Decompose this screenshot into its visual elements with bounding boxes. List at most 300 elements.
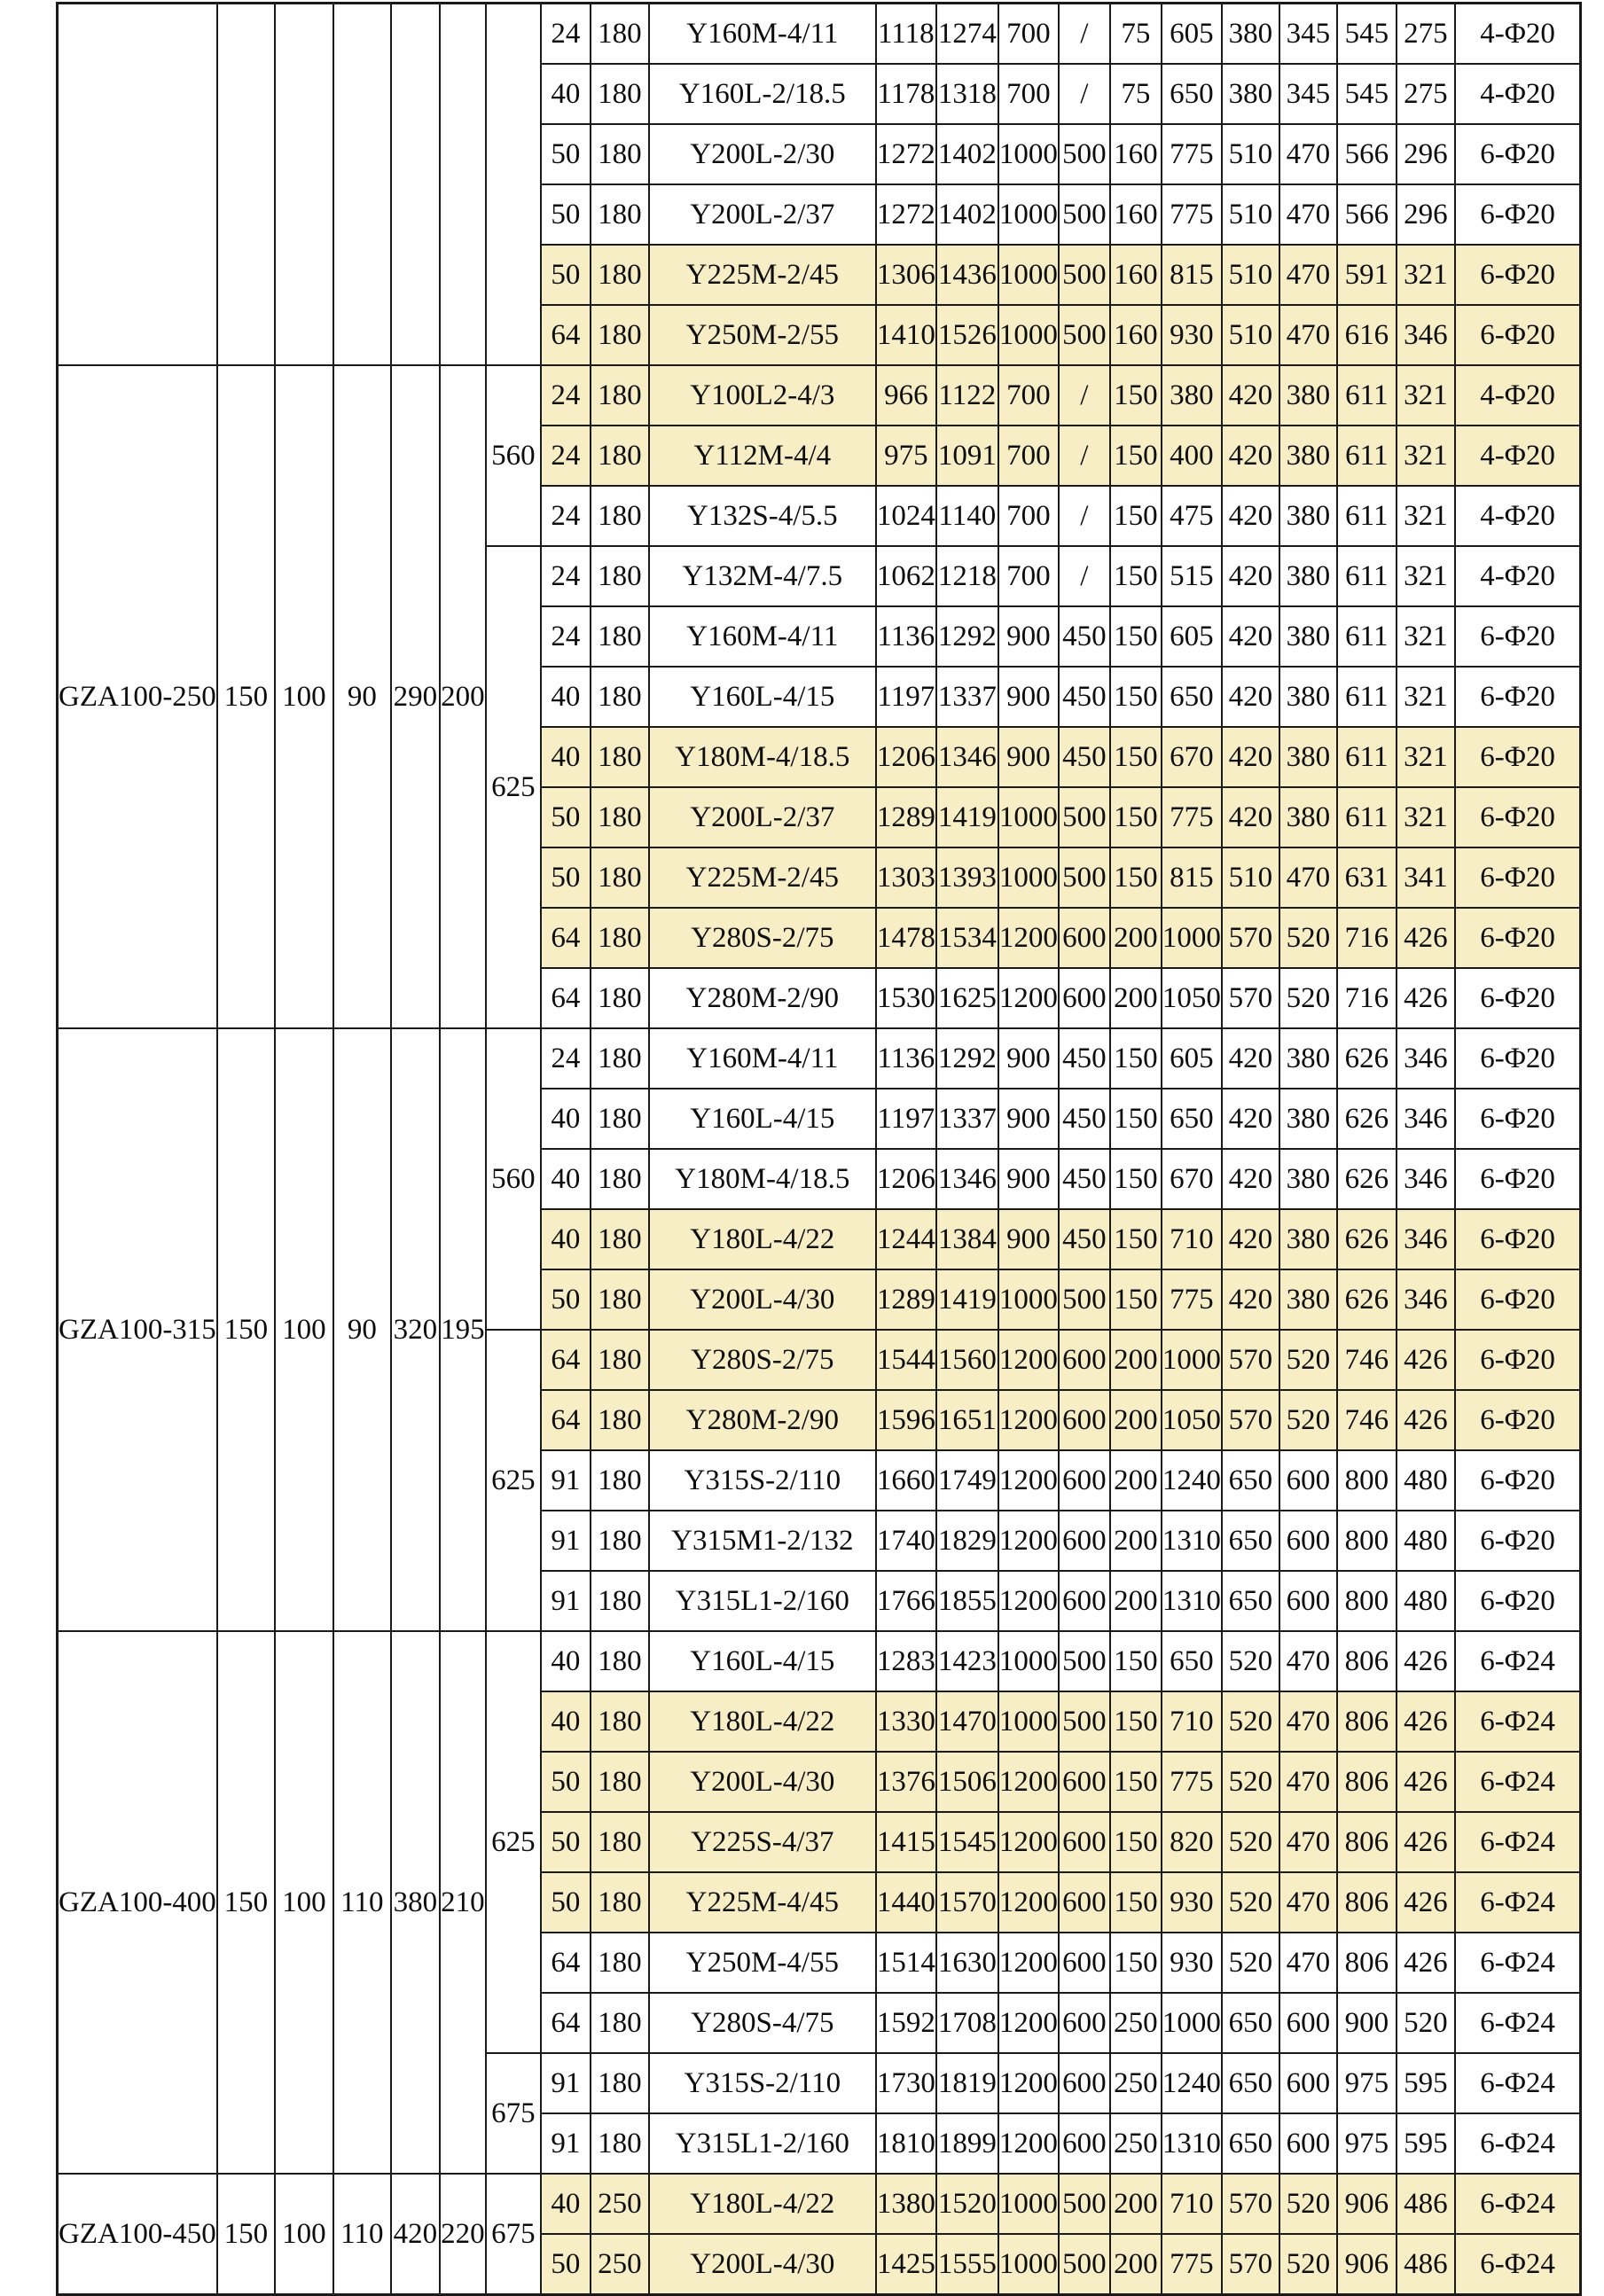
value-cell: 200 [1110,1511,1162,1571]
value-cell: 1000 [998,1631,1059,1691]
bolt-spec-cell: 6-Φ20 [1455,727,1581,787]
value-cell: 591 [1337,245,1397,305]
value-cell: 775 [1162,124,1222,184]
value-cell: 420 [1222,787,1279,847]
head-cell: 180 [591,365,649,426]
value-cell: 500 [1059,2234,1110,2295]
value-cell: 470 [1279,1933,1337,1993]
value-cell: 611 [1337,727,1397,787]
value-cell: 380 [1279,667,1337,727]
flow-cell: 91 [541,1511,591,1571]
value-cell: 600 [1279,1450,1337,1511]
value-cell: 966 [876,365,936,426]
value-cell: 1091 [936,426,998,486]
value-cell: 520 [1279,1390,1337,1450]
motor-model-cell: Y315M1-2/132 [649,1511,876,1571]
value-cell: 746 [1337,1390,1397,1450]
value-cell: 520 [1222,1933,1279,1993]
value-cell: 380 [1279,426,1337,486]
value-cell: 426 [1397,1933,1455,1993]
head-cell: 180 [591,1028,649,1089]
value-cell: 650 [1162,667,1222,727]
value-cell: 1625 [936,968,998,1028]
value-cell: 150 [1110,1872,1162,1933]
value-cell: 700 [998,486,1059,546]
value-cell: 775 [1162,184,1222,245]
table-row [58,2174,1581,2234]
flow-cell: 40 [541,1691,591,1752]
motor-model-cell: Y225M-2/45 [649,245,876,305]
motor-model-cell: Y180L-4/22 [649,1209,876,1269]
bolt-spec-cell: 4-Φ20 [1455,64,1581,124]
value-cell: 600 [1059,1872,1110,1933]
value-cell: 570 [1222,1330,1279,1390]
bolt-spec-cell: 6-Φ20 [1455,1511,1581,1571]
value-cell: 806 [1337,1691,1397,1752]
bolt-spec-cell: 6-Φ20 [1455,1269,1581,1330]
value-cell: 650 [1162,64,1222,124]
value-cell: 1419 [936,787,998,847]
value-cell: 1200 [998,1390,1059,1450]
value-cell: 900 [998,727,1059,787]
value-cell: 906 [1337,2234,1397,2295]
value-cell: 616 [1337,305,1397,365]
value-cell: 420 [1222,546,1279,606]
value-cell: 321 [1397,486,1455,546]
flow-cell: 64 [541,1330,591,1390]
value-cell: / [1059,486,1110,546]
value-cell: 1274 [936,4,998,65]
value-cell: 716 [1337,908,1397,968]
motor-model-cell: Y280S-2/75 [649,908,876,968]
value-cell: 1560 [936,1330,998,1390]
motor-model-cell: Y160L-4/15 [649,1089,876,1149]
value-cell: 670 [1162,727,1222,787]
value-cell: 600 [1279,1511,1337,1571]
value-cell: 250 [1110,2053,1162,2113]
value-cell: 400 [1162,426,1222,486]
value-cell: 906 [1337,2174,1397,2234]
table-row [58,365,1581,426]
value-cell: 650 [1162,1089,1222,1149]
value-cell: 380 [1279,486,1337,546]
value-cell: 595 [1397,2053,1455,2113]
dimension-cell: 90 [333,365,391,1028]
dimension-cell: 320 [391,1028,440,1631]
spec-table-body [58,4,1581,2295]
value-cell: 611 [1337,667,1397,727]
head-cell: 180 [591,2053,649,2113]
value-cell: 1283 [876,1631,936,1691]
value-cell: 520 [1222,1631,1279,1691]
value-cell: 510 [1222,184,1279,245]
value-cell: 250 [1110,2113,1162,2174]
value-cell: 346 [1397,305,1455,365]
value-cell: / [1059,4,1110,65]
head-cell: 180 [591,1209,649,1269]
value-cell: 200 [1110,1330,1162,1390]
value-cell: 600 [1059,968,1110,1028]
head-cell: 180 [591,1872,649,1933]
value-cell: 380 [1279,787,1337,847]
motor-model-cell: Y250M-2/55 [649,305,876,365]
flow-cell: 50 [541,1872,591,1933]
value-cell: 426 [1397,1390,1455,1450]
value-cell: 1122 [936,365,998,426]
value-cell: 1197 [876,1089,936,1149]
value-cell: 626 [1337,1209,1397,1269]
motor-model-cell: Y180L-4/22 [649,2174,876,2234]
table-row [58,1631,1581,1691]
value-cell: 150 [1110,426,1162,486]
flow-cell: 91 [541,1571,591,1631]
bolt-spec-cell: 6-Φ20 [1455,184,1581,245]
value-cell: 700 [998,4,1059,65]
value-cell: 570 [1222,2174,1279,2234]
value-cell: 486 [1397,2174,1455,2234]
value-cell: 1829 [936,1511,998,1571]
speed-cell: 675 [486,2053,541,2174]
value-cell: 775 [1162,1269,1222,1330]
value-cell: 426 [1397,1631,1455,1691]
value-cell: 200 [1110,1390,1162,1450]
dimension-cell: 220 [440,2174,486,2295]
bolt-spec-cell: 6-Φ24 [1455,2234,1581,2295]
value-cell: 426 [1397,1872,1455,1933]
value-cell: 341 [1397,847,1455,908]
value-cell: 426 [1397,908,1455,968]
value-cell: 1592 [876,1993,936,2053]
flow-cell: 40 [541,667,591,727]
value-cell: 605 [1162,606,1222,667]
dimension-cell: 150 [217,365,275,1028]
value-cell: 710 [1162,2174,1222,2234]
value-cell: 380 [1279,546,1337,606]
value-cell: 1708 [936,1993,998,2053]
bolt-spec-cell: 6-Φ20 [1455,1330,1581,1390]
value-cell: 1244 [876,1209,936,1269]
flow-cell: 50 [541,1269,591,1330]
motor-model-cell: Y250M-4/55 [649,1933,876,1993]
value-cell: 975 [1337,2053,1397,2113]
dimension-cell: 150 [217,1631,275,2174]
dimension-cell [275,4,333,366]
value-cell: 611 [1337,365,1397,426]
dimension-cell: 100 [275,1631,333,2174]
bolt-spec-cell: 6-Φ20 [1455,124,1581,184]
value-cell: / [1059,546,1110,606]
value-cell: 450 [1059,1149,1110,1209]
value-cell: 520 [1222,1752,1279,1812]
value-cell: 570 [1222,1390,1279,1450]
value-cell: 275 [1397,4,1455,65]
value-cell: 600 [1059,1450,1110,1511]
value-cell: 600 [1059,1390,1110,1450]
motor-model-cell: Y160M-4/11 [649,4,876,65]
value-cell: 420 [1222,606,1279,667]
motor-model-cell: Y160L-2/18.5 [649,64,876,124]
bolt-spec-cell: 6-Φ24 [1455,1691,1581,1752]
dimension-cell: 150 [217,2174,275,2295]
value-cell: 450 [1059,667,1110,727]
value-cell: 470 [1279,1872,1337,1933]
bolt-spec-cell: 6-Φ20 [1455,1571,1581,1631]
dimension-cell: 100 [275,2174,333,2295]
value-cell: 1062 [876,546,936,606]
value-cell: 566 [1337,124,1397,184]
bolt-spec-cell: 6-Φ24 [1455,1752,1581,1812]
value-cell: 806 [1337,1812,1397,1872]
value-cell: 380 [1279,1209,1337,1269]
value-cell: 1000 [998,184,1059,245]
value-cell: 345 [1279,64,1337,124]
value-cell: 775 [1162,1752,1222,1812]
value-cell: 470 [1279,124,1337,184]
value-cell: 150 [1110,1691,1162,1752]
value-cell: 486 [1397,2234,1455,2295]
flow-cell: 64 [541,1933,591,1993]
motor-model-cell: Y225S-4/37 [649,1812,876,1872]
value-cell: 380 [1279,1089,1337,1149]
bolt-spec-cell: 6-Φ24 [1455,1812,1581,1872]
value-cell: 900 [1337,1993,1397,2053]
value-cell: 321 [1397,546,1455,606]
value-cell: 420 [1222,1089,1279,1149]
value-cell: 800 [1337,1511,1397,1571]
value-cell: 611 [1337,546,1397,606]
value-cell: 1337 [936,1089,998,1149]
bolt-spec-cell: 6-Φ20 [1455,667,1581,727]
value-cell: 420 [1222,1269,1279,1330]
value-cell: 626 [1337,1269,1397,1330]
flow-cell: 64 [541,908,591,968]
value-cell: 600 [1059,1330,1110,1390]
value-cell: 520 [1279,2174,1337,2234]
head-cell: 180 [591,1089,649,1149]
value-cell: 520 [1279,968,1337,1028]
value-cell: 296 [1397,184,1455,245]
value-cell: 1200 [998,2113,1059,2174]
value-cell: 600 [1279,1571,1337,1631]
value-cell: 1436 [936,245,998,305]
bolt-spec-cell: 4-Φ20 [1455,4,1581,65]
value-cell: 510 [1222,124,1279,184]
motor-model-cell: Y200L-2/37 [649,787,876,847]
flow-cell: 40 [541,1149,591,1209]
flow-cell: 24 [541,606,591,667]
dimension-cell [333,4,391,366]
value-cell: 746 [1337,1330,1397,1390]
value-cell: 900 [998,1209,1059,1269]
table-row [58,1028,1581,1089]
head-cell: 180 [591,1993,649,2053]
head-cell: 180 [591,968,649,1028]
pump-model-cell: GZA100-450 [58,2174,217,2295]
value-cell: 150 [1110,787,1162,847]
value-cell: 600 [1059,1812,1110,1872]
value-cell: 1380 [876,2174,936,2234]
motor-model-cell: Y280M-2/90 [649,1390,876,1450]
value-cell: 1478 [876,908,936,968]
value-cell: 1000 [998,787,1059,847]
head-cell: 180 [591,1330,649,1390]
flow-cell: 64 [541,1993,591,2053]
speed-cell: 675 [486,2174,541,2295]
head-cell: 180 [591,2113,649,2174]
flow-cell: 50 [541,1752,591,1812]
value-cell: 800 [1337,1571,1397,1631]
value-cell: 710 [1162,1209,1222,1269]
head-cell: 180 [591,1511,649,1571]
value-cell: 1310 [1162,1511,1222,1571]
dimension-cell: 380 [391,1631,440,2174]
value-cell: 716 [1337,968,1397,1028]
value-cell: 1520 [936,2174,998,2234]
value-cell: 600 [1279,2113,1337,2174]
value-cell: 1630 [936,1933,998,1993]
bolt-spec-cell: 6-Φ20 [1455,245,1581,305]
bolt-spec-cell: 6-Φ20 [1455,1209,1581,1269]
bolt-spec-cell: 6-Φ20 [1455,908,1581,968]
head-cell: 250 [591,2234,649,2295]
value-cell: 426 [1397,1752,1455,1812]
value-cell: 380 [1279,606,1337,667]
bolt-spec-cell: 4-Φ20 [1455,365,1581,426]
value-cell: 150 [1110,1149,1162,1209]
value-cell: 650 [1222,1993,1279,2053]
value-cell: 1200 [998,1571,1059,1631]
dimension-cell [217,4,275,366]
flow-cell: 40 [541,1631,591,1691]
value-cell: 1206 [876,727,936,787]
value-cell: 975 [1337,2113,1397,2174]
value-cell: 520 [1279,2234,1337,2295]
value-cell: 470 [1279,184,1337,245]
motor-model-cell: Y315S-2/110 [649,2053,876,2113]
value-cell: 570 [1222,968,1279,1028]
value-cell: 1346 [936,1149,998,1209]
value-cell: 1310 [1162,1571,1222,1631]
head-cell: 180 [591,4,649,65]
bolt-spec-cell: 4-Φ20 [1455,486,1581,546]
value-cell: 1810 [876,2113,936,2174]
motor-model-cell: Y132M-4/7.5 [649,546,876,606]
flow-cell: 64 [541,305,591,365]
bolt-spec-cell: 6-Φ20 [1455,847,1581,908]
value-cell: 1118 [876,4,936,65]
motor-model-cell: Y160L-4/15 [649,1631,876,1691]
value-cell: 150 [1110,1933,1162,1993]
value-cell: 545 [1337,64,1397,124]
head-cell: 180 [591,1571,649,1631]
value-cell: 1200 [998,1330,1059,1390]
value-cell: 1419 [936,1269,998,1330]
head-cell: 180 [591,908,649,968]
bolt-spec-cell: 6-Φ24 [1455,1993,1581,2053]
value-cell: 1050 [1162,968,1222,1028]
head-cell: 180 [591,486,649,546]
value-cell: 515 [1162,546,1222,606]
value-cell: 450 [1059,1089,1110,1149]
value-cell: 510 [1222,245,1279,305]
value-cell: 500 [1059,1631,1110,1691]
value-cell: 1000 [1162,908,1222,968]
head-cell: 180 [591,1450,649,1511]
value-cell: 1272 [876,124,936,184]
value-cell: 380 [1279,1028,1337,1089]
value-cell: 426 [1397,1812,1455,1872]
value-cell: 900 [998,1028,1059,1089]
head-cell: 180 [591,1691,649,1752]
motor-model-cell: Y180L-4/22 [649,1691,876,1752]
motor-model-cell: Y200L-4/30 [649,1752,876,1812]
value-cell: 1545 [936,1812,998,1872]
bolt-spec-cell: 6-Φ20 [1455,606,1581,667]
value-cell: 150 [1110,847,1162,908]
value-cell: 600 [1059,1752,1110,1812]
dimension-cell: 150 [217,1028,275,1631]
value-cell: 1410 [876,305,936,365]
value-cell: 1000 [1162,1330,1222,1390]
flow-cell: 50 [541,184,591,245]
motor-model-cell: Y315L1-2/160 [649,1571,876,1631]
head-cell: 180 [591,124,649,184]
value-cell: 160 [1110,184,1162,245]
value-cell: 1660 [876,1450,936,1511]
bolt-spec-cell: 6-Φ24 [1455,1631,1581,1691]
value-cell: 600 [1059,1933,1110,1993]
value-cell: 1200 [998,1812,1059,1872]
value-cell: 1730 [876,2053,936,2113]
bolt-spec-cell: 6-Φ24 [1455,2053,1581,2113]
value-cell: 975 [876,426,936,486]
value-cell: 570 [1222,908,1279,968]
value-cell: 700 [998,64,1059,124]
dimension-cell: 290 [391,365,440,1028]
motor-model-cell: Y180M-4/18.5 [649,1149,876,1209]
value-cell: 470 [1279,1812,1337,1872]
bolt-spec-cell: 6-Φ24 [1455,1872,1581,1933]
value-cell: 1000 [998,1269,1059,1330]
dimension-cell: 210 [440,1631,486,2174]
value-cell: 475 [1162,486,1222,546]
value-cell: 480 [1397,1571,1455,1631]
flow-cell: 91 [541,2053,591,2113]
flow-cell: 50 [541,124,591,184]
value-cell: 815 [1162,245,1222,305]
value-cell: 150 [1110,486,1162,546]
value-cell: 1526 [936,305,998,365]
value-cell: 520 [1279,908,1337,968]
value-cell: 1402 [936,184,998,245]
value-cell: 520 [1222,1812,1279,1872]
value-cell: 1000 [998,305,1059,365]
value-cell: 1140 [936,486,998,546]
value-cell: / [1059,365,1110,426]
value-cell: 631 [1337,847,1397,908]
pump-model-cell: GZA100-250 [58,365,217,1028]
value-cell: 150 [1110,1089,1162,1149]
value-cell: 1272 [876,184,936,245]
value-cell: 806 [1337,1872,1397,1933]
value-cell: 1749 [936,1450,998,1511]
value-cell: 346 [1397,1028,1455,1089]
value-cell: 420 [1222,727,1279,787]
value-cell: 545 [1337,4,1397,65]
head-cell: 180 [591,1752,649,1812]
value-cell: 1330 [876,1691,936,1752]
value-cell: 160 [1110,245,1162,305]
